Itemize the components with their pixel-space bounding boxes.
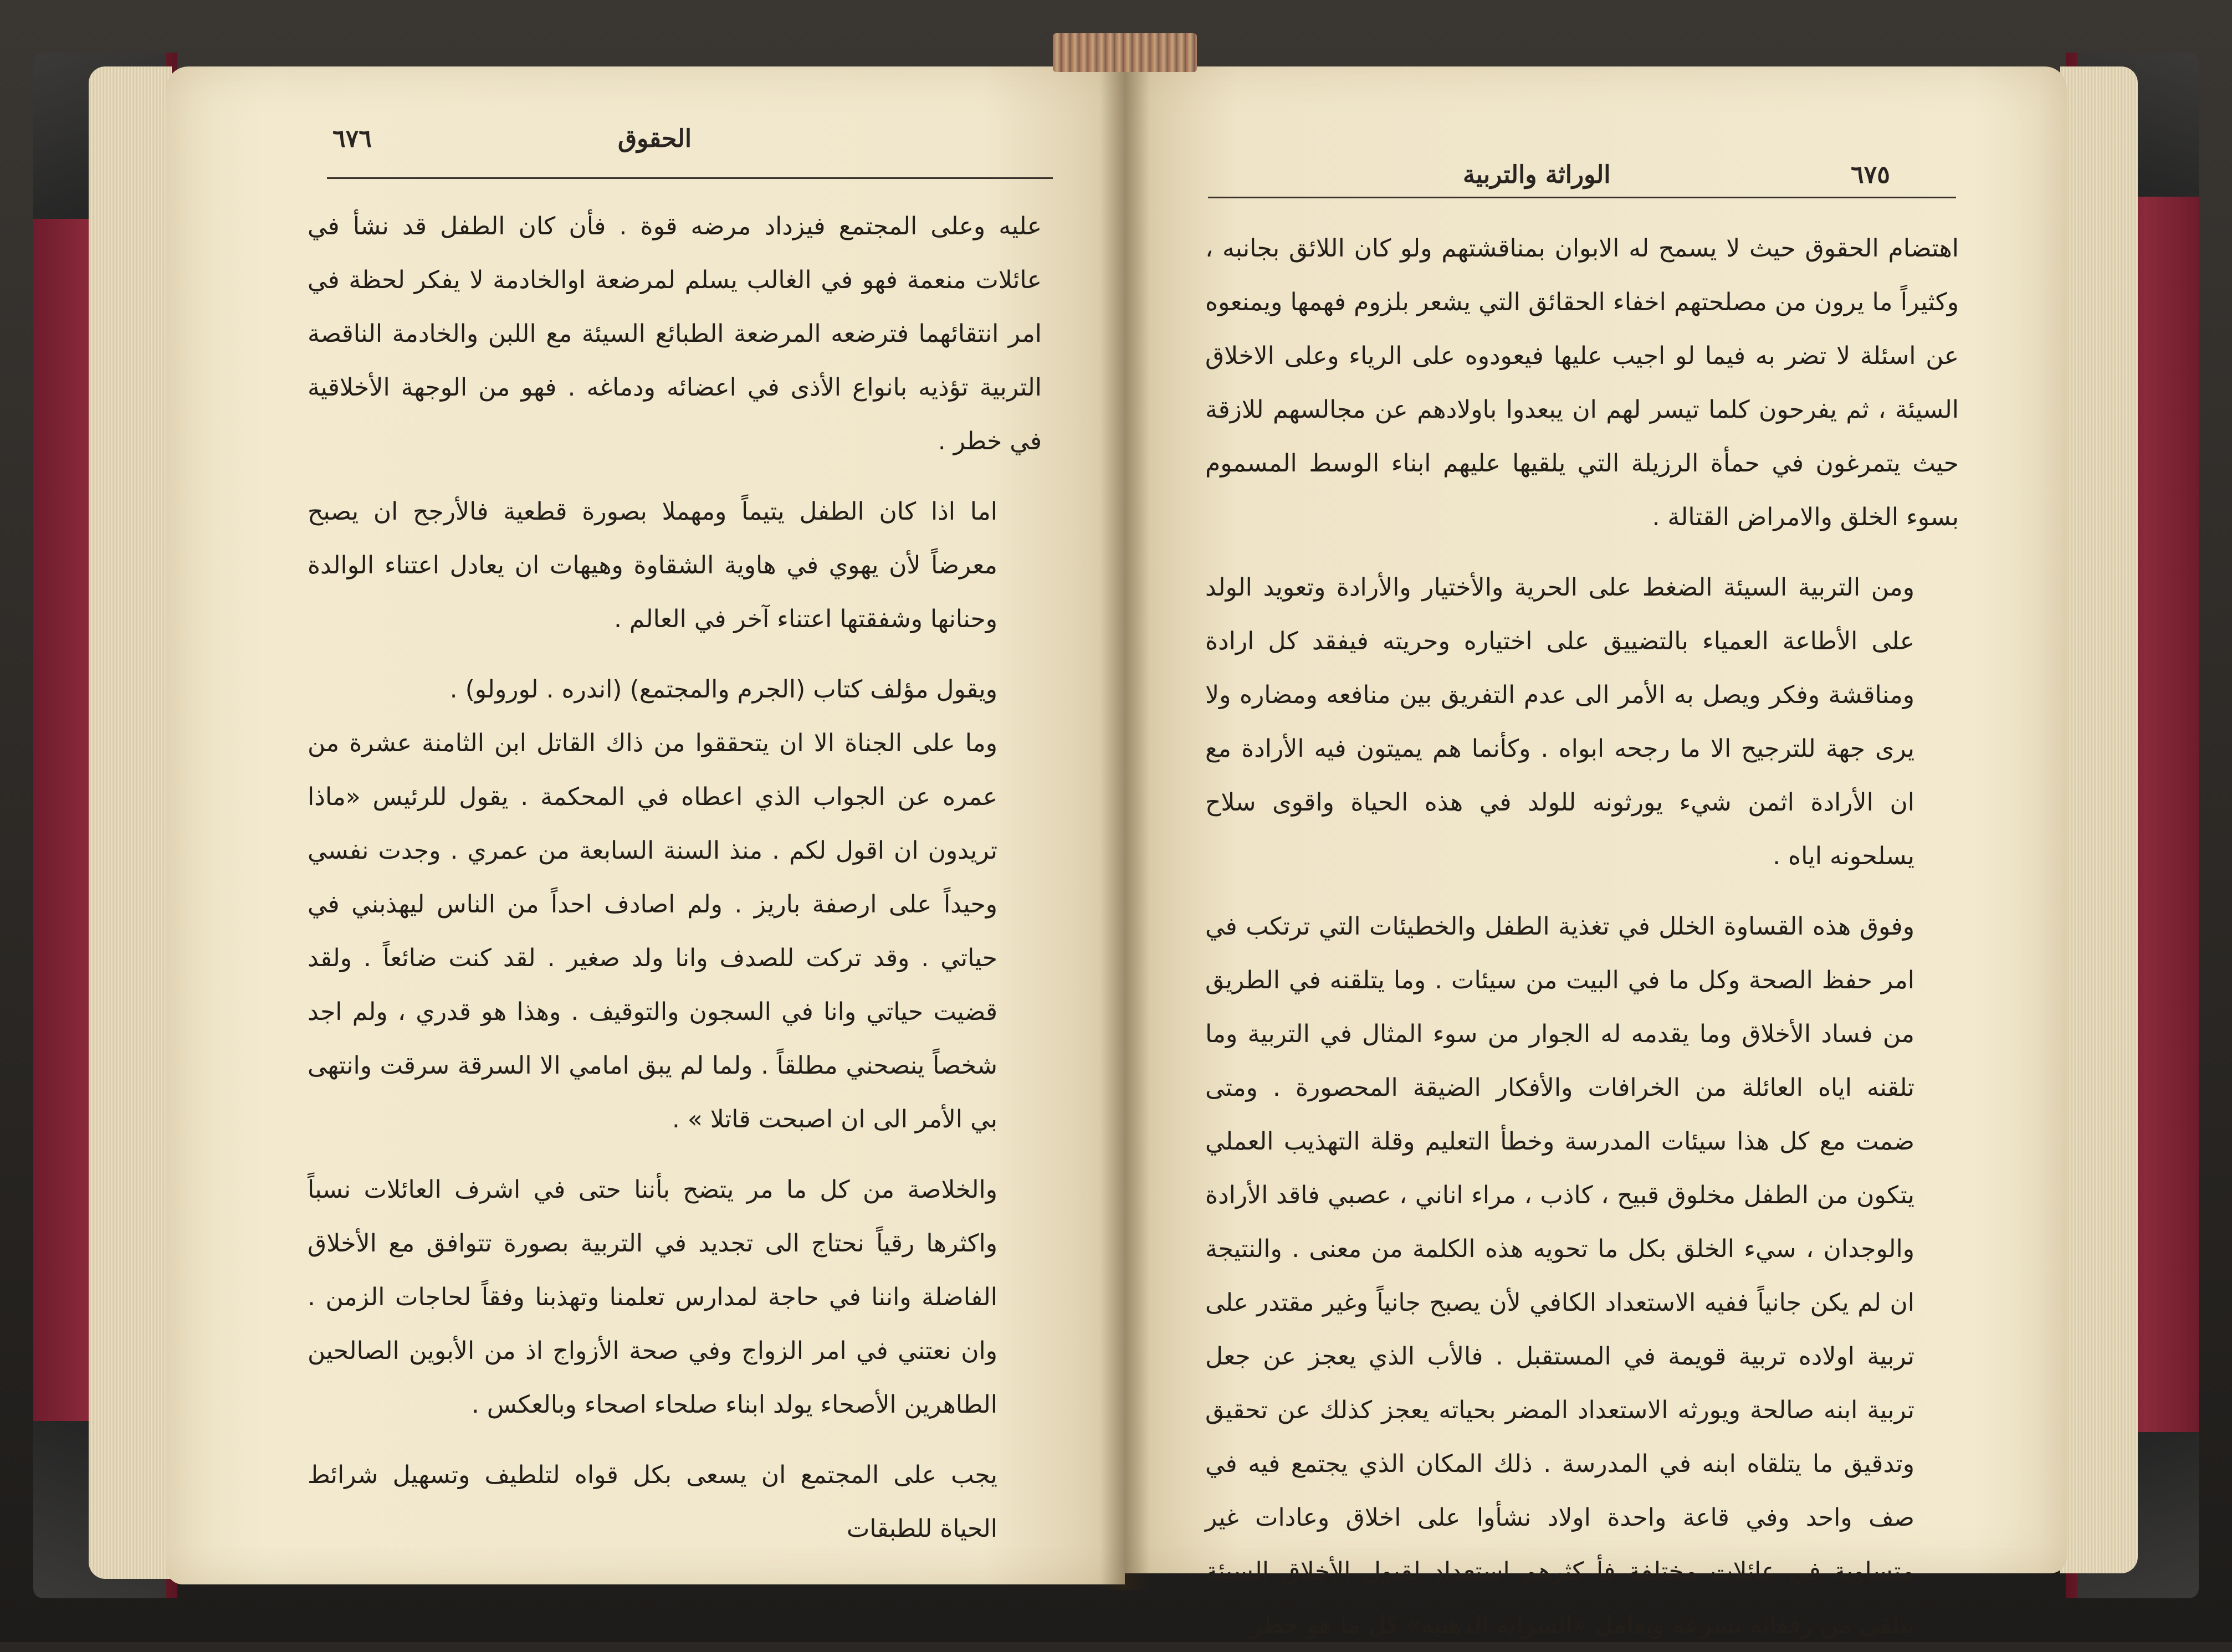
right-page-number: ٦٧٥: [1851, 161, 1890, 189]
page-edges-left: [89, 66, 172, 1579]
left-running-head: الحقوق: [618, 125, 692, 153]
left-header-rule: [327, 177, 1053, 179]
right-paragraph-2: ومن التربية السيئة الضغط على الحرية والأختيار والأرادة وتعويد الولد على الأطاعة العمياء بالتضييق على اختياره وحريته فيفقد كل ارادة ومناقشة وفكر ويصل به الأمر الى عدم التفريق بين منافعه ومضاره ولا يرى جهة للترجيح الا ما رجحه ابواه . وكأنما هم يميتون فيه الأرادة مع ان الأرادة اثمن شيء يورثونه للولد في هذه الحياة واقوى سلاح يسلحونه اياه .: [1205, 573, 1914, 870]
right-running-head: الوراثة والتربية: [1463, 161, 1611, 189]
book-gutter: [1100, 61, 1150, 1590]
right-header-rule: [1208, 197, 1956, 198]
spine-headband: [1053, 33, 1197, 72]
left-paragraph-6: يجب على المجتمع ان يسعى بكل قواه لتلطيف وتسهيل شرائط الحياة للطبقات: [308, 1461, 997, 1543]
left-paragraph-1: عليه وعلى المجتمع فيزداد مرضه قوة . فأن كان الطفل قد نشأ في عائلات منعمة فهو في الغالب يسلم لمرضعة اوالخادمة لا يفكر لحظة في امر انتقائهما فترضعه المرضعة الطبائع السيئة مع اللبن والخادمة الناقصة التربية تؤذيه بانواع الأذى في اعضائه ودماغه . فهو من الوجهة الأخلاقية في خطر .: [308, 212, 1042, 455]
left-paragraph-2: اما اذا كان الطفل يتيماً ومهملا بصورة قطعية فالأرجح ان يصبح معرضاً لأن يهوي في هاوية الشقاوة وهيهات ان يعادل اعتناء الوالدة وحنانها وشفقتها اعتناء آخر في العالم .: [308, 497, 997, 633]
left-paragraph-4: وما على الجناة الا ان يتحققوا من ذاك القاتل ابن الثامنة عشرة من عمره عن الجواب الذي اعطاه في المحكمة . يقول للرئيس «ماذا تريدون ان اقول لكم . منذ السنة السابعة من عمري . وجدت نفسي وحيداً على ارصفة باريز . ولم اصادف احداً من الناس ليهذبني في حياتي . وقد تركت للصدف وانا ولد صغير . لقد كنت ضائعاً . ولقد قضيت حياتي وانا في السجون والتوقيف . وهذا هو قدري ، ولم اجد شخصاً ينصحني مطلقاً . ولما لم يبق امامي الا السرقة سرقت وانتهى بي الأمر الى ان اصبحت قاتلا » .: [308, 729, 997, 1133]
left-paragraph-5: والخلاصة من كل ما مر يتضح بأننا حتى في اشرف العائلات نسباً واكثرها رقياً نحتاج الى تجديد في التربية بصورة تتوافق مع الأخلاق الفاضلة واننا في حاجة لمدارس تعلمنا وتهذبنا وفقاً لحاجات الزمن . وان نعتني في امر الزواج وفي صحة الأزواج اذ من الأبوين الصالحين الطاهرين الأصحاء يولد ابناء صلحاء اصحاء وبالعكس .: [308, 1176, 997, 1419]
left-page-number: ٦٧٦: [332, 125, 372, 153]
right-paragraph-3: وفوق هذه القساوة الخلل في تغذية الطفل والخطيئات التي ترتكب في امر حفظ الصحة وكل ما في البيت من سيئات . وما يتلقنه في الطريق من فساد الأخلاق وما يقدمه له الجوار من سوء المثال في التربية وما تلقنه اياه العائلة من الخرافات والأفكار الضيقة المحصورة . ومتى ضمت مع كل هذا سيئات المدرسة وخطأ التعليم وقلة التهذيب العملي يتكون من الطفل مخلوق قبيح ، كاذب ، مراء اناني ، عصبي فاقد الأرادة والوجدان ، سيء الخلق بكل ما تحويه هذه الكلمة من معنى . والنتيجة ان لم يكن جانياً ففيه الاستعداد الكافي لأن يصبح جانياً وغير مقتدر على تربية اولاده تربية قويمة في المستقبل . فالأب الذي يعجز عن جعل تربية ابنه صالحة ويورثه الاستعداد المضر بحياته يعجز كذلك عن تحقيق وتدقيق ما يتلقاه ابنه في المدرسة . ذلك المكان الذي يجتمع فيه في صف واحد وفي قاعة واحدة اولاد نشأوا على اخلاق وعادات غير متساوية في عائلات مختلفة فأ كثرهم استعداد لقبول الأخلاق السيئة يتلقى من رفقائه بسرعة ويعامل «السراية الذهنية» كل ما هو خطر: [1205, 912, 1914, 1639]
left-paragraph-3: ويقول مؤلف كتاب (الجرم والمجتمع) (اندره . لورولو) .: [449, 675, 997, 704]
right-page-text: [1205, 222, 1959, 1652]
right-paragraph-1: اهتضام الحقوق حيث لا يسمح له الابوان بمناقشتهم ولو كان اللائق بجانبه ، وكثيراً ما يرون من مصلحتهم اخفاء الحقائق التي يشعر بلزوم فهمها ويمنعوه عن اسئلة لا تضر به فيما لو اجيب عليها فيعودوه على الرياء وعلى الاخلاق السيئة ، ثم يفرحون كلما تيسر لهم ان يبعدوا باولادهم عن مجالسهم للازقة حيث يتمرغون في حمأة الرزيلة التي يلقيها عليهم ابناء الوسط المسموم بسوء الخلق والامراض القتالة .: [1205, 234, 1959, 531]
page-edges-right: [2060, 66, 2138, 1573]
left-page-text: [308, 199, 1042, 1556]
